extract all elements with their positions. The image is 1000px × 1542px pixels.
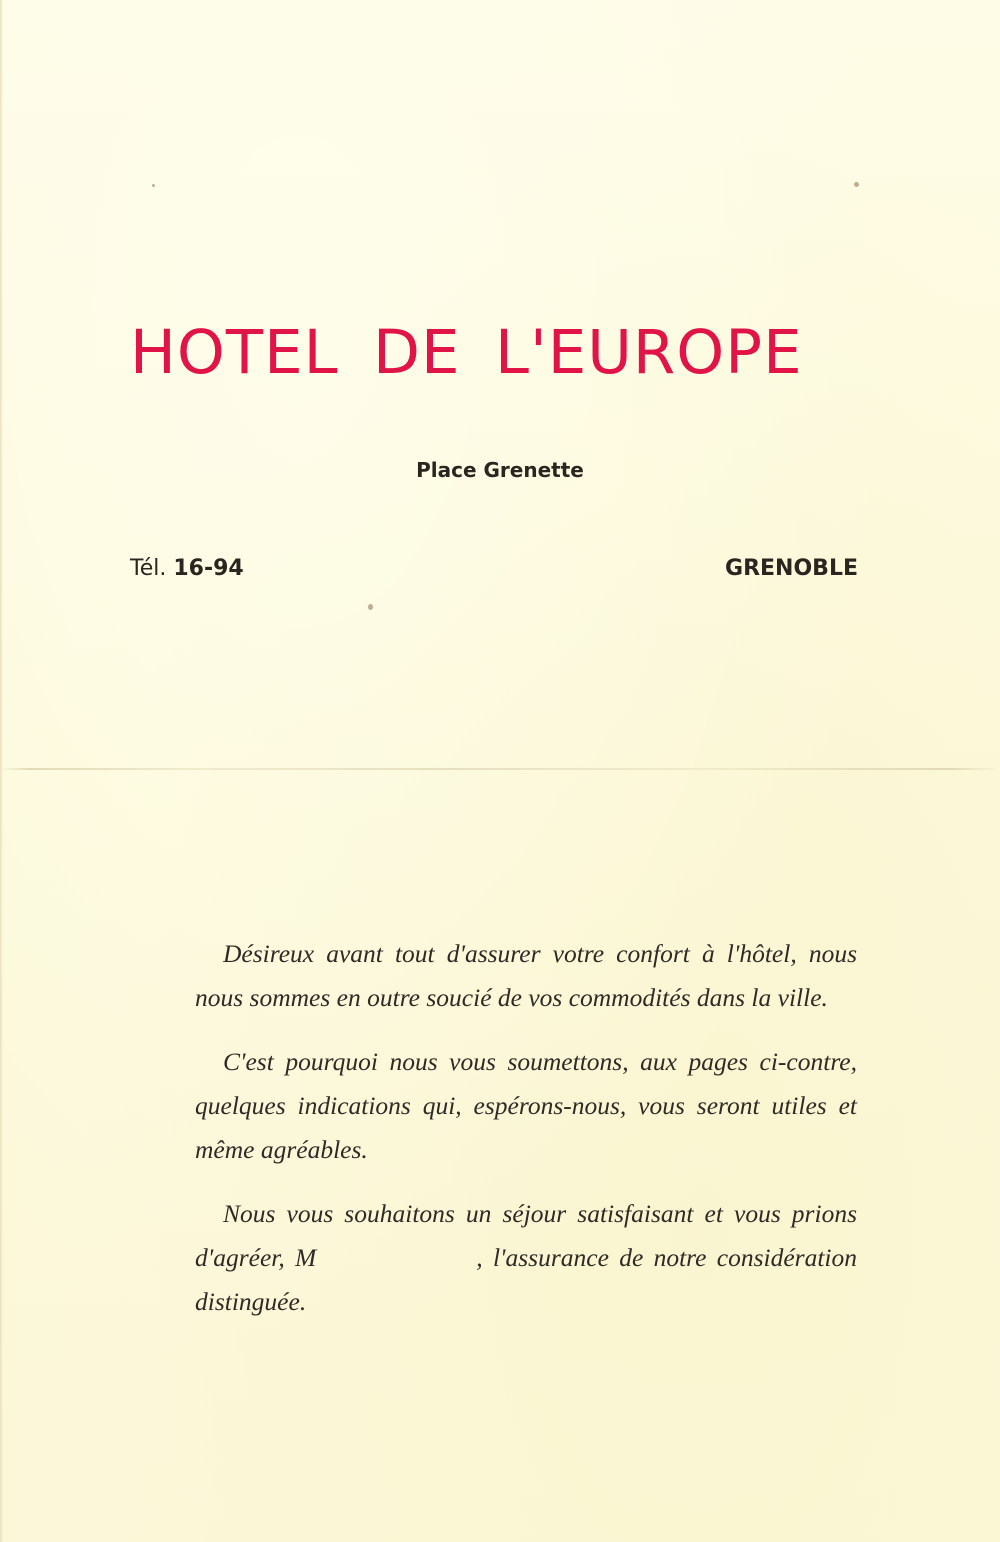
telephone-label: Tél. xyxy=(130,556,167,581)
welcome-letter xyxy=(195,932,857,1344)
paper-speck xyxy=(854,182,859,187)
letter-paragraph-3-part-1: Nous vous souhaitons un séjour satisfaisant et vous prions d'agréer, M xyxy=(195,1199,857,1272)
paper-speck xyxy=(152,184,155,187)
street-address: Place Grenette xyxy=(416,458,584,482)
letter-paragraph-2: C'est pourquoi nous vous soumettons, aux pages ci-contre, quelques indications qui, espérons-nous, vous seront utiles et même agréables. xyxy=(195,1047,857,1164)
telephone-number: 16-94 xyxy=(173,556,244,581)
telephone-line xyxy=(130,556,244,581)
paper-speck xyxy=(368,604,373,610)
letter-paragraph-3 xyxy=(195,1192,857,1324)
paper-edge xyxy=(0,0,3,1542)
letter-paragraph-3-part-2: , l'assurance de notre considération distinguée. xyxy=(195,1243,857,1316)
letter-paragraph-1: Désireux avant tout d'assurer votre confort à l'hôtel, nous nous sommes en outre soucié de vos commodités dans la ville. xyxy=(195,939,857,1012)
paper-fold-crease xyxy=(0,768,1000,770)
hotel-name-heading: HOTEL DE L'EUROPE xyxy=(130,317,803,388)
city-name: GRENOBLE xyxy=(725,556,858,581)
